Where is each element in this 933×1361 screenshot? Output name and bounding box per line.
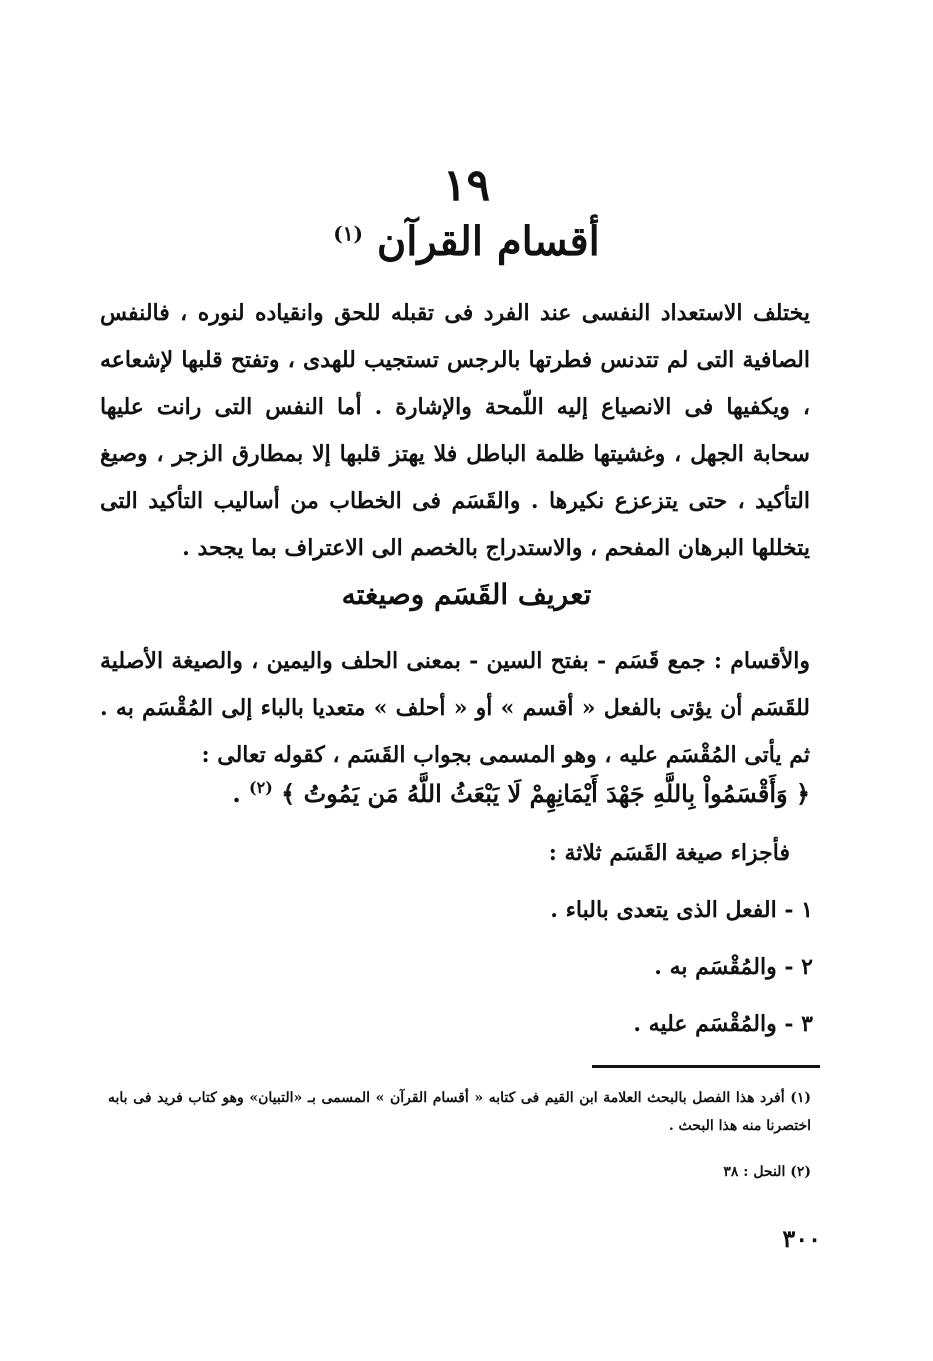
chapter-number: ١٩ xyxy=(442,160,491,211)
chapter-title xyxy=(0,218,933,265)
intro-paragraph: يختلف الاستعداد النفسى عند الفرد فى تقبله للحق وانقياده لنوره ، فالنفس الصافية التى لم تتدنس فطرتها بالرجس تستجيب للهدى ، وتفتح قلبها لإشعاعه ، ويكفيها فى الانصياع إليه اللّمحة والإشارة . أما النفس التى رانت عليها سحابة الجهل ، وغشيتها ظلمة الباطل فلا يهتز قلبها إلا بمطارق الزجر ، وصيغ التأكيد ، حتى يتزعزع نكيرها . والقَسَم فى الخطاب من أساليب التأكيد التى يتخللها البرهان المفحم ، والاستدراج بالخصم الى الاعتراف بما يجحد . xyxy=(100,300,810,561)
section-heading: تعريف القَسَم وصيغته xyxy=(341,578,592,611)
page-number: ٣٠٠ xyxy=(782,1224,821,1253)
footnote-1: (١) أفرد هذا الفصل بالبحث العلامة ابن القيم فى كتابه « أقسام القرآن » المسمى بـ «التبيان» وهو كتاب فريد فى بابه اختصرنا منه هذا البحث . xyxy=(108,1090,811,1134)
quran-verse-line xyxy=(100,778,810,808)
parts-intro: فأجزاء صيغة القَسَم ثلاثة : xyxy=(548,840,790,866)
part-item-1: ١ - الفعل الذى يتعدى بالباء . xyxy=(550,897,813,923)
quran-verse: ﴿ وَأَقْسَمُواْ بِاللَّهِ جَهْدَ أَيْمَانِهِمْ لَا يَبْعَثُ اللَّهُ مَن يَمُوتُ ﴾ xyxy=(281,779,810,808)
footnote-2: (٢) النحل : ٣٨ xyxy=(723,1164,811,1180)
verse-end: . xyxy=(232,779,241,808)
part-item-2: ٢ - والمُقْسَم به . xyxy=(654,954,813,980)
verse-footnote-ref: (٢) xyxy=(249,778,273,797)
chapter-title-footnote-ref: (١) xyxy=(333,221,363,246)
part-item-3: ٣ - والمُقْسَم عليه . xyxy=(633,1011,813,1037)
chapter-title-text: أقسام القرآن xyxy=(376,218,600,265)
footnote-divider xyxy=(592,1065,820,1068)
definition-paragraph: والأقسام : جمع قَسَم - بفتح السين - بمعنى الحلف واليمين ، والصيغة الأصلية للقَسَم أن يؤتى بالفعل « أقسم » أو « أحلف » متعديا بالباء إلى المُقْسَم به . ثم يأتى المُقْسَم عليه ، وهو المسمى بجواب القَسَم ، كقوله تعالى : xyxy=(100,648,810,768)
